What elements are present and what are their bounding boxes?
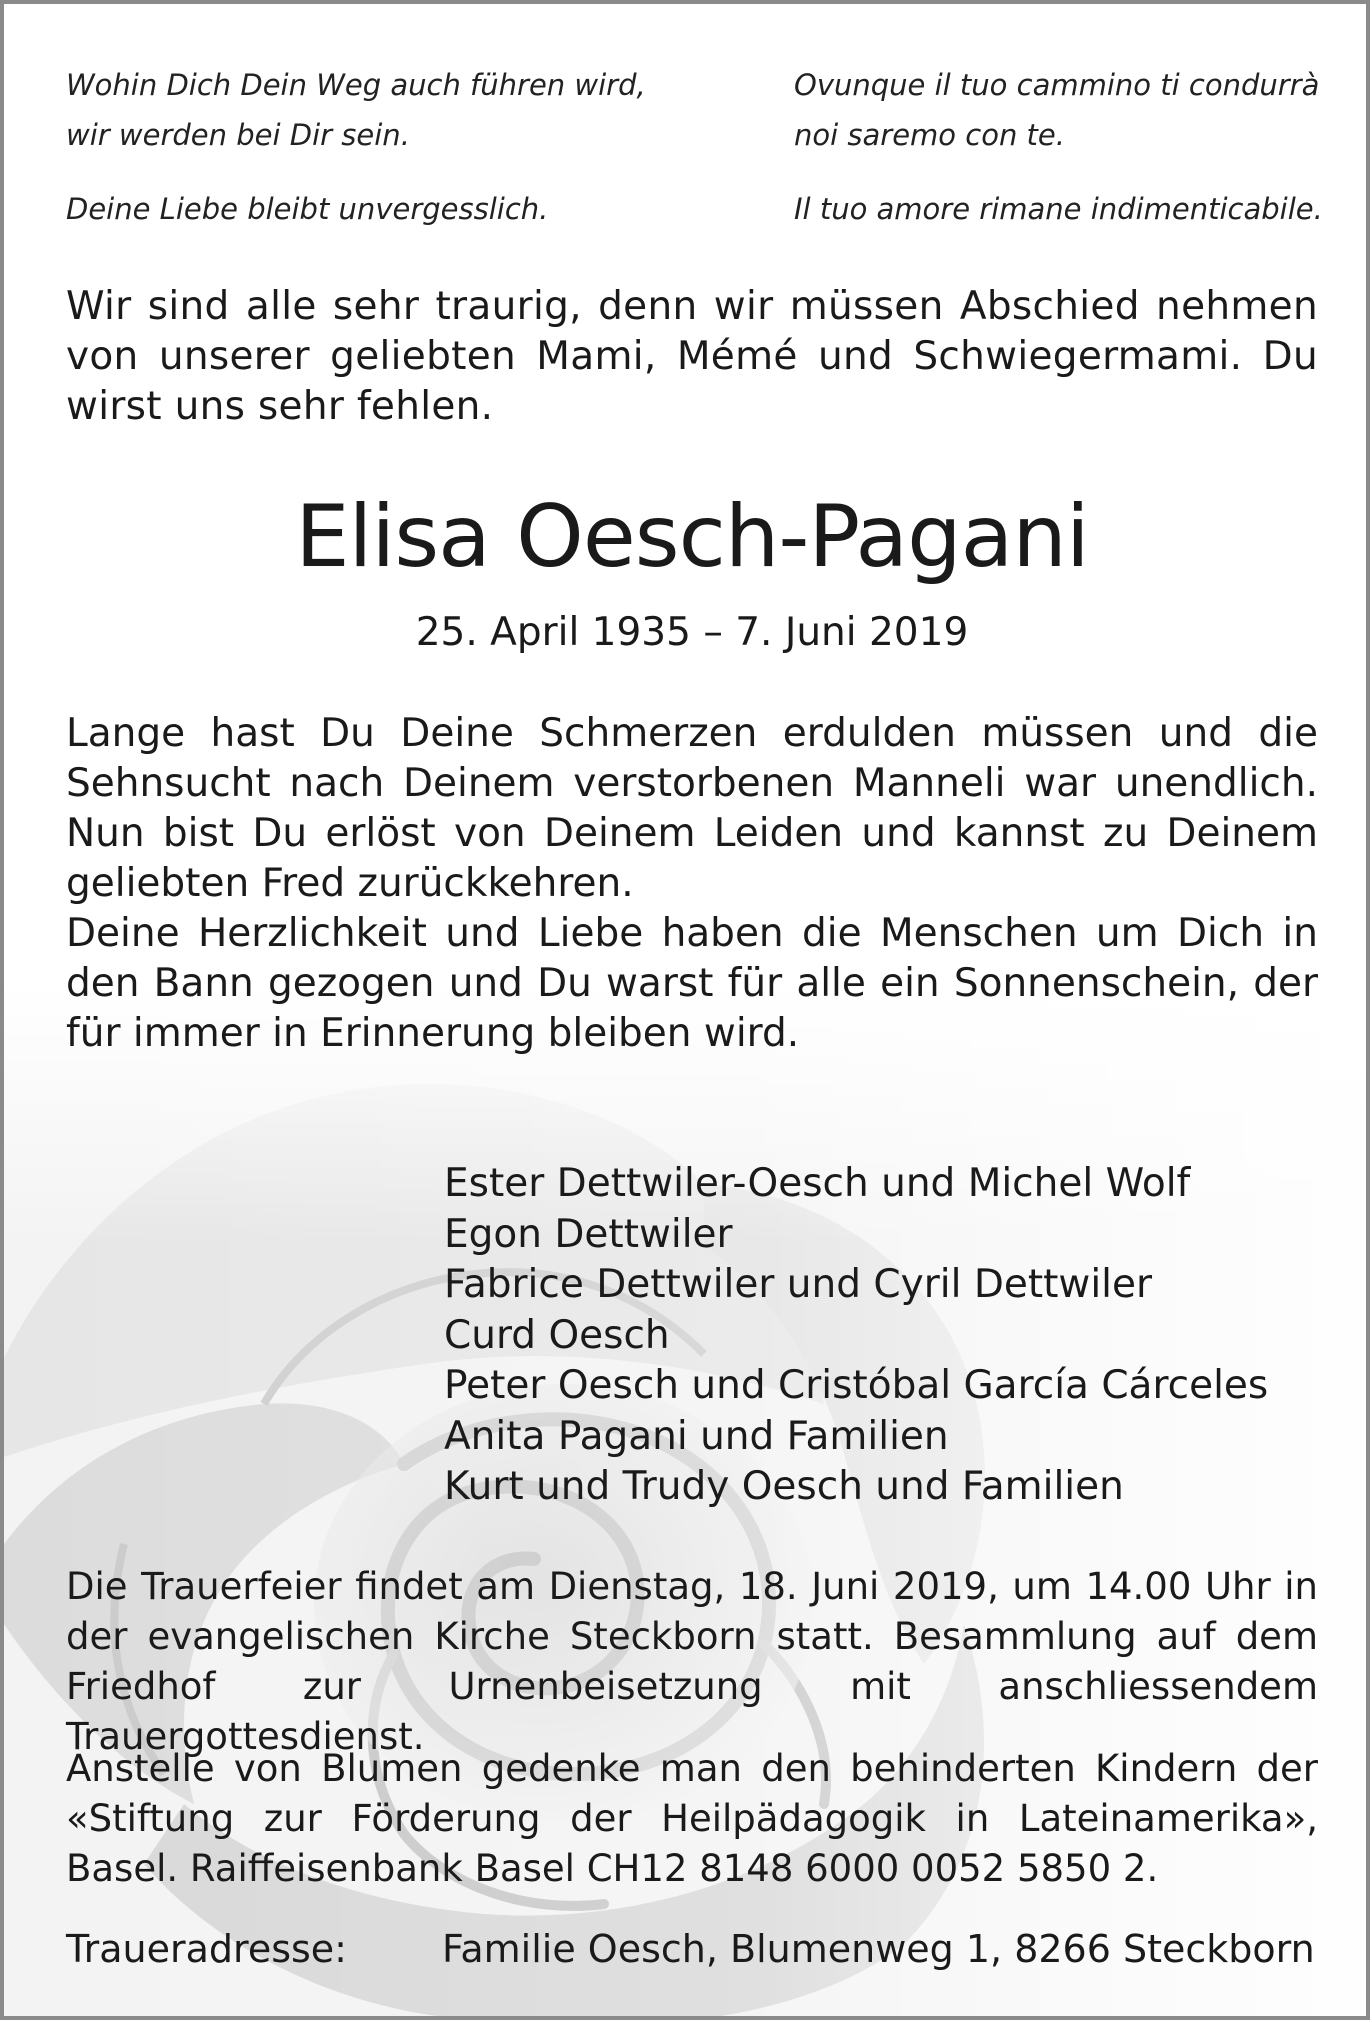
address-value: Familie Oesch, Blumenweg 1, 8266 Steckborn — [442, 1927, 1315, 1971]
family-member: Curd Oesch — [444, 1312, 670, 1358]
donation-info: Anstelle von Blumen gedenke man den behinderten Kindern der «Stiftung zur Förderung der Heilpädagogik in Lateinamerika», Basel. Raiffeisenbank Basel CH12 8148 6000 0052 5850 2. — [66, 1747, 1318, 1890]
verse-italian — [794, 60, 1370, 234]
life-dates: 25. April 1935 – 7. Juni 2019 — [415, 610, 969, 655]
family-member: Anita Pagani und Familien — [444, 1413, 949, 1459]
tribute-paragraph: Lange hast Du Deine Schmerzen erdulden müssen und die Sehnsucht nach Deinem verstorbenen Manneli war unendlich. Nun bist Du erlöst von Deinem Leiden und kannst zu Deinem geliebten Fred zurückkehren. — [66, 711, 1318, 906]
tribute-text — [66, 709, 1318, 1059]
family-list — [444, 1159, 1304, 1513]
family-member: Fabrice Dettwiler und Cyril Dettwiler — [444, 1262, 1153, 1307]
address-label: Traueradresse: — [66, 1927, 347, 1971]
verse-line: wir werden bei Dir sein. — [66, 118, 410, 152]
family-member: Ester Dettwiler-Oesch und Michel Wolf — [444, 1161, 1191, 1206]
tribute-paragraph: Deine Herzlichkeit und Liebe haben die Menschen um Dich in den Bann gezogen und Du warst für alle ein Sonnenschein, der für immer in Erinnerung bleiben wird. — [66, 911, 1318, 1056]
family-member: Kurt und Trudy Oesch und Familien — [444, 1464, 1124, 1509]
family-member: Peter Oesch und Cristóbal García Cárceles — [444, 1363, 1269, 1408]
verse-line: Ovunque il tuo cammino ti condurrà — [794, 68, 1320, 102]
verse-line: Il tuo amore rimane indimenticabile. — [794, 192, 1323, 226]
service-info: Die Trauerfeier findet am Dienstag, 18. Juni 2019, um 14.00 Uhr in der evangelischen Kirche Steckborn statt. Besammlung auf dem Friedhof zur Urnenbeisetzung mit anschliessendem Trauergottesdienst. — [66, 1565, 1318, 1758]
verse-line: noi saremo con te. — [794, 118, 1065, 152]
verse-german — [66, 60, 686, 234]
verse-line: Deine Liebe bleibt unvergesslich. — [66, 192, 549, 226]
family-member: Egon Dettwiler — [444, 1211, 733, 1257]
intro-text: Wir sind alle sehr traurig, denn wir müssen Abschied nehmen von unserer geliebten Mami, Mémé und Schwiegermami. Du wirst uns sehr fehlen. — [66, 284, 1318, 429]
deceased-name: Elisa Oesch-Pagani — [295, 487, 1089, 587]
verse-line: Wohin Dich Dein Weg auch führen wird, — [66, 68, 646, 102]
